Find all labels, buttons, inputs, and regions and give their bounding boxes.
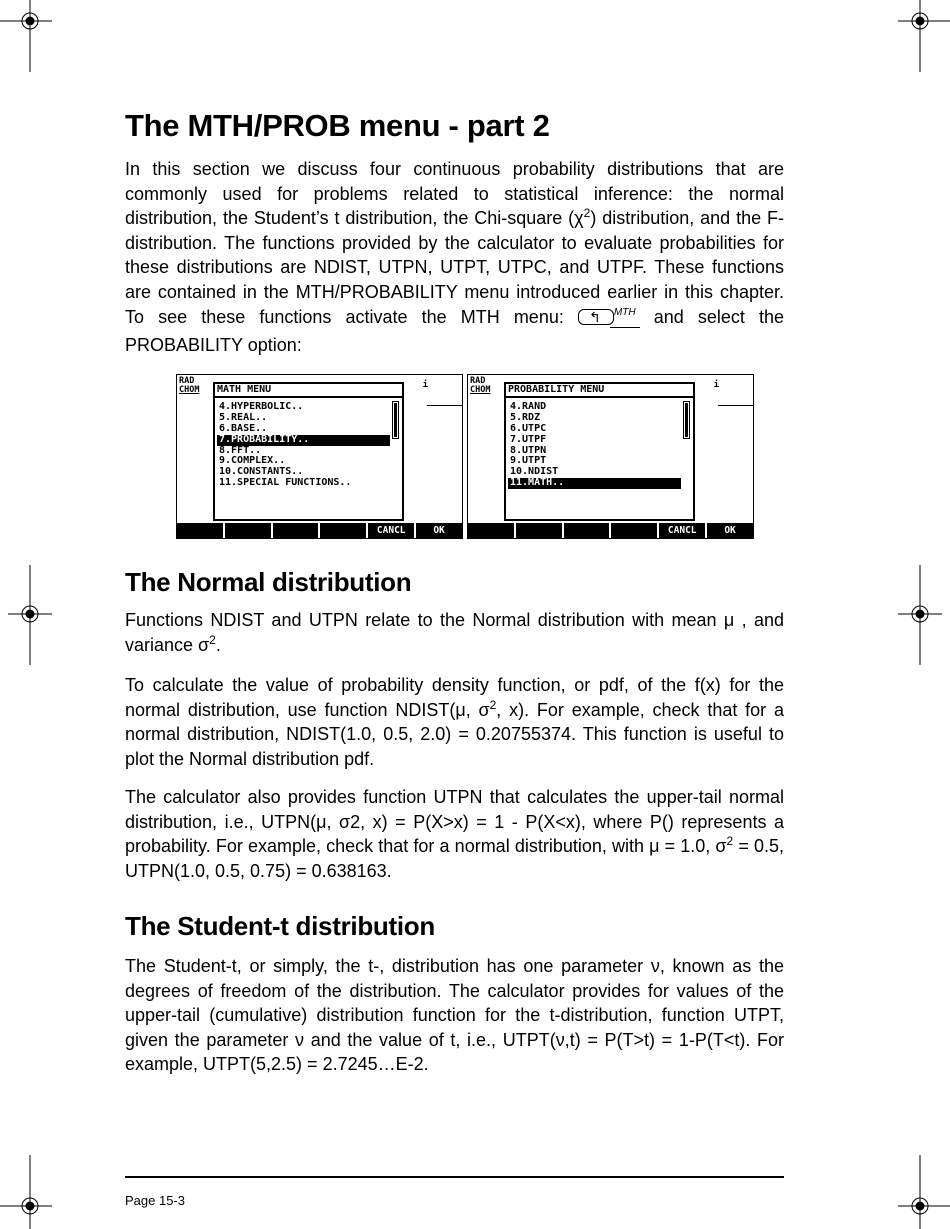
menu-title: MATH MENU: [215, 384, 402, 398]
cancel-softkey[interactable]: CANCL: [659, 523, 707, 538]
menu-item[interactable]: 10.NDIST: [510, 467, 559, 478]
page-title: The MTH/PROB menu - part 2: [125, 108, 550, 143]
menu-item[interactable]: 5.RDZ: [510, 412, 541, 423]
menu-scrollbar[interactable]: [683, 401, 690, 439]
calculator-screen-math-menu: RAD CHOM i MATH MENU 4.HYPERBOLIC.. 5.REAL.. 6.BASE.. 7.PROBABILITY.. 8.FFT.. 9.COMPLEX.. 10.CONSTANTS.. 11.SPECIAL FUNCTIONS.. CANCL OK: [176, 374, 463, 539]
softkey[interactable]: [516, 523, 564, 538]
menu-title: PROBABILITY MENU: [506, 384, 693, 398]
cancel-softkey[interactable]: CANCL: [368, 523, 416, 538]
ok-softkey[interactable]: OK: [724, 525, 736, 536]
mth-key-label: MTH: [613, 306, 636, 318]
normal-paragraph-1: Functions NDIST and UTPN relate to the Normal distribution with mean μ , and variance $\sigma^2$.: [125, 610, 784, 655]
math-menu: [213, 382, 404, 521]
intro-paragraph: In this section we discuss four continuous probability distributions that are commonly used for problems related to statistical inference: the normal distribution, the Student’s t distribution, the Chi-square $(\chi^2)$ distribution, and the F-distribution. The functions provided by the calculator to evaluate probabilities for these distributions are NDIST, UTPN, UTPT, UTPC, and UTPF. These functions are contained in the MTH/PROBABILITY menu introduced earlier in this chapter. To see these functions activate the MTH menu: ↰ $^{MTH}$ and select the PROBABILITY option:: [125, 157, 784, 358]
menu-item[interactable]: 5.REAL..: [219, 412, 268, 423]
menu-item[interactable]: 10.CONSTANTS..: [219, 467, 304, 478]
menu-item[interactable]: 6.UTPC: [510, 423, 547, 434]
status-area: RAD CHOM: [470, 376, 491, 395]
menu-item[interactable]: 9.UTPT: [510, 456, 547, 467]
left-shift-key-icon: [578, 309, 614, 325]
softkey-bar: [177, 523, 462, 538]
menu-scrollbar[interactable]: [392, 401, 399, 439]
footer-rule: [125, 1176, 784, 1178]
softkey[interactable]: [564, 523, 612, 538]
probability-menu: [504, 382, 695, 521]
section-heading-normal: The Normal distribution: [125, 567, 412, 597]
softkey[interactable]: [177, 523, 225, 538]
ok-softkey[interactable]: OK: [433, 525, 445, 536]
menu-item[interactable]: 7.UTPF: [510, 434, 547, 445]
student-paragraph: The Student-t, or simply, the t-, distribution has one parameter ν, known as the degrees of freedom of the distribution. The calculator provides for values of the upper-tail (cumulative) distribution function for the t-distribution, function UTPT, given the parameter ν and the value of t, i.e., UTPT(ν,t) = P(T>t) = 1-P(T<t). For example, UTPT(5,2.5) = 2.7245…E-2.: [125, 956, 784, 1075]
menu-item[interactable]: 8.FFT..: [219, 445, 262, 456]
menu-item[interactable]: 6.BASE..: [219, 423, 268, 434]
section-heading-student-t: The Student-t distribution: [125, 911, 435, 941]
menu-item[interactable]: 8.UTPN: [510, 445, 547, 456]
softkey[interactable]: [273, 523, 321, 538]
calculator-screen-probability-menu: RAD CHOM i PROBABILITY MENU 4.RAND 5.RDZ 6.UTPC 7.UTPF 8.UTPN 9.UTPT 10.NDIST 11.MATH.. CANCL OK: [467, 374, 754, 539]
status-area: RAD CHOM: [179, 376, 200, 395]
menu-item[interactable]: 4.RAND: [510, 402, 547, 412]
normal-paragraph-3: The calculator also provides function UTPN that calculates the upper-tail normal distribution, i.e., UTPN(μ, σ2, x) = P(X>x) = 1 - P(X<x), where P() represents a probability. For example, check that for a normal distribution, with μ = 1.0, $\sigma^2 = 0.5$, UTPN(1.0, 0.5, 0.75) = 0.638163.: [125, 787, 784, 881]
page-number: Page 15-3: [125, 1193, 185, 1208]
menu-item[interactable]: 4.HYPERBOLIC..: [219, 402, 304, 412]
menu-item[interactable]: 9.COMPLEX..: [219, 456, 286, 467]
normal-paragraph-2: To calculate the value of probability density function, or pdf, of the f(x) for the normal distribution, use function NDIST(μ, $\sigma^2$, x). For example, check that for a normal distribution, NDIST(1.0, 0.5, 2.0) = 0.20755374. This function is useful to plot the Normal distribution pdf.: [125, 675, 784, 769]
softkey[interactable]: [468, 523, 516, 538]
softkey[interactable]: [320, 523, 368, 538]
softkey[interactable]: [225, 523, 273, 538]
softkey[interactable]: [611, 523, 659, 538]
softkey-bar: [468, 523, 753, 538]
menu-item-selected[interactable]: 7.PROBABILITY..: [217, 435, 390, 446]
menu-item-selected[interactable]: 11.MATH..: [508, 478, 681, 489]
menu-item[interactable]: 11.SPECIAL FUNCTIONS..: [219, 478, 352, 489]
